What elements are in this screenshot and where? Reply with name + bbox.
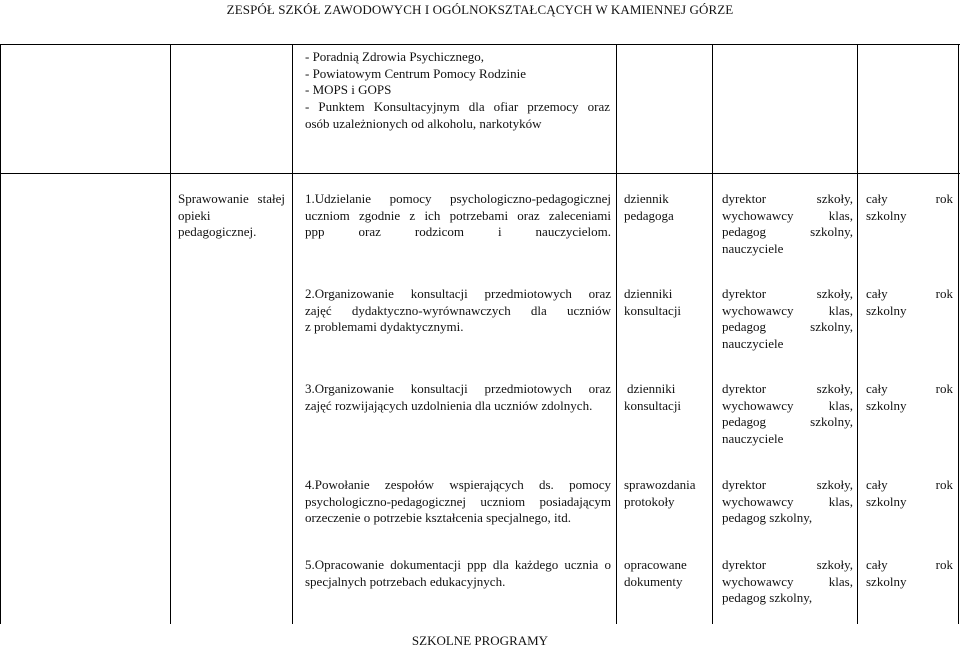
resp-line: pedagog szkolny, [722, 590, 813, 605]
resp-line: wychowawcy klas, [722, 397, 853, 413]
task-line: zajęć rozwijających uzdolnienia dla uczniów zdolnych. [305, 397, 593, 413]
list-item: osób uzależnionych od alkoholu, narkotyków [305, 115, 542, 131]
resp-line: dyrektor szkoły, [722, 191, 853, 206]
resp-line: dyrektor szkoły, [722, 286, 853, 301]
resp-line: nauczyciele [722, 240, 784, 256]
resp-line: wychowawcy klas, [722, 573, 853, 589]
responsible-cell [722, 286, 853, 352]
doc-line: konsultacji [624, 302, 682, 318]
doc-line: opracowane [624, 557, 687, 572]
resp-line: dyrektor szkoły, [722, 477, 853, 492]
area-cell [178, 191, 285, 241]
responsible-cell [722, 557, 853, 607]
doc-line: sprawozdania [624, 477, 696, 492]
documentation-cell [624, 381, 710, 414]
term-line: cały rok [866, 286, 953, 301]
task-line: 4.Powołanie zespołów wspierających ds. pomocy [305, 477, 611, 492]
doc-line: pedagoga [624, 207, 674, 223]
resp-line: pedagog szkolny, [722, 224, 853, 239]
page-footer: SZKOLNE PROGRAMY [411, 633, 549, 648]
resp-line: pedagog szkolny, [722, 510, 813, 525]
list-item: - Powiatowym Centrum Pomocy Rodzinie [305, 65, 526, 81]
term-line: szkolny [866, 302, 907, 318]
resp-line: dyrektor szkoły, [722, 557, 853, 572]
responsible-cell [722, 191, 853, 257]
resp-line: nauczyciele [722, 335, 784, 351]
resp-line: dyrektor szkoły, [722, 381, 853, 396]
resp-line: wychowawcy klas, [722, 493, 853, 509]
task-line: ppp oraz rodzicom i nauczycielom. [305, 224, 611, 239]
column-divider-2 [292, 44, 293, 624]
table-left-border [0, 44, 1, 624]
column-divider-1 [170, 44, 171, 624]
column-divider-3 [616, 44, 617, 624]
section-divider [0, 173, 960, 174]
resp-line: pedagog szkolny, [722, 414, 853, 429]
term-line: szkolny [866, 397, 907, 413]
term-line: szkolny [866, 207, 907, 223]
documentation-cell [624, 557, 710, 590]
term-cell [866, 286, 953, 319]
task-line: 2.Organizowanie konsultacji przedmiotowych oraz [305, 286, 611, 301]
cooperation-list [305, 49, 610, 133]
table-right-border [958, 44, 959, 624]
task-cell [305, 477, 611, 527]
responsible-cell [722, 381, 853, 447]
table-top-border [0, 44, 960, 45]
column-divider-5 [857, 44, 858, 624]
doc-line: dzienniki [627, 381, 676, 396]
area-line: pedagogicznej. [178, 224, 257, 239]
task-line: specjalnych potrzebach edukacyjnych. [305, 573, 506, 589]
documentation-cell [624, 286, 710, 319]
term-line: cały rok [866, 557, 953, 572]
task-cell [305, 191, 611, 241]
task-line: psychologiczno-pedagogicznej uczniom posiadającym [305, 493, 611, 509]
task-line: 5.Opracowanie dokumentacji ppp dla każdego ucznia o [305, 557, 611, 572]
area-line: Sprawowanie stałej [178, 191, 285, 206]
doc-line: dokumenty [624, 573, 683, 589]
task-line: 1.Udzielanie pomocy psychologiczno-pedagogicznej [305, 191, 611, 206]
doc-line: protokoły [624, 493, 675, 509]
documentation-cell [624, 191, 710, 224]
term-line: cały rok [866, 381, 953, 396]
resp-line: pedagog szkolny, [722, 319, 853, 334]
task-cell [305, 557, 611, 590]
term-cell [866, 191, 953, 224]
doc-line: dzienniki [624, 286, 673, 301]
page-header: ZESPÓŁ SZKÓŁ ZAWODOWYCH I OGÓLNOKSZTAŁCĄCYCH W KAMIENNEJ GÓRZE [226, 2, 734, 17]
resp-line: wychowawcy klas, [722, 302, 853, 318]
task-line: uczniom zgodnie z ich potrzebami oraz zaleceniami [305, 207, 611, 223]
responsible-cell [722, 477, 853, 527]
list-item: - Poradnią Zdrowia Psychicznego, [305, 49, 485, 64]
documentation-cell [624, 477, 710, 510]
term-line: szkolny [866, 573, 907, 589]
task-line: zajęć dydaktyczno-wyrównawczych dla uczniów [305, 302, 611, 318]
column-divider-4 [712, 44, 713, 624]
term-line: cały rok [866, 191, 953, 206]
term-cell [866, 381, 953, 414]
resp-line: wychowawcy klas, [722, 207, 853, 223]
task-line: 3.Organizowanie konsultacji przedmiotowych oraz [305, 381, 611, 396]
term-cell [866, 557, 953, 590]
term-line: szkolny [866, 493, 907, 509]
area-line: opieki [178, 207, 211, 223]
resp-line: nauczyciele [722, 430, 784, 446]
term-cell [866, 477, 953, 510]
doc-line: konsultacji [624, 397, 682, 413]
task-cell [305, 286, 611, 336]
term-line: cały rok [866, 477, 953, 492]
list-item: - Punktem Konsultacyjnym dla ofiar przemocy oraz [305, 99, 610, 115]
task-cell [305, 381, 611, 414]
task-line: z problemami dydaktycznymi. [305, 319, 464, 334]
list-item: - MOPS i GOPS [305, 82, 392, 98]
task-line: orzeczenie o potrzebie kształcenia specjalnego, itd. [305, 510, 572, 525]
doc-line: dziennik [624, 191, 669, 206]
